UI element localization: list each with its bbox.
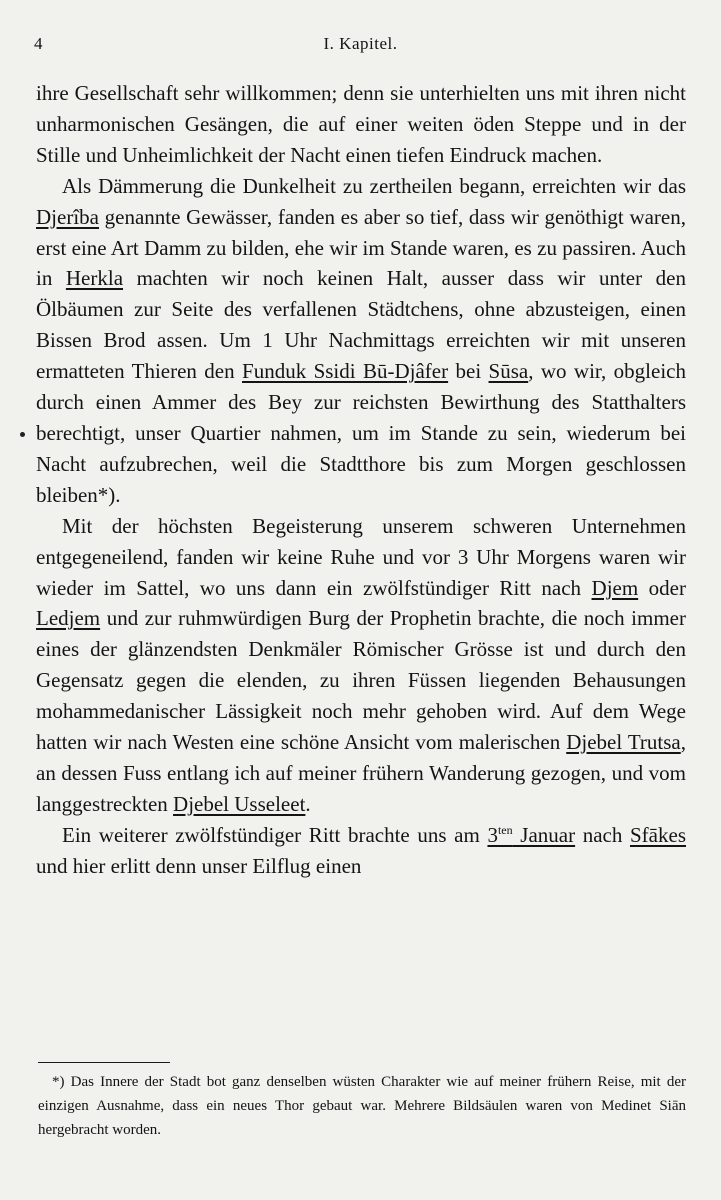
date-month: Januar bbox=[512, 822, 576, 847]
footnote-divider bbox=[38, 1062, 170, 1063]
text-run: , wo wir, obgleich durch einen Ammer des Bey zur reichsten Bewirthung des Statthalters berechtigt, unser Quartier nahmen, um im Stande zu sein, wiederum bei Nacht aufzubrechen, weil die Stadtthore bis zum Morgen geschlossen bleiben*). bbox=[36, 359, 686, 507]
place-djebel-usseleet: Djebel Usseleet bbox=[173, 791, 306, 816]
page-header bbox=[34, 34, 687, 60]
place-djem: Djem bbox=[591, 575, 639, 600]
text-run: oder bbox=[638, 575, 686, 600]
text-run: nach bbox=[575, 822, 630, 847]
text-run: und zur ruhmwürdigen Burg der Prophetin brachte, die noch immer eines der glänzendsten Denkmäler Römischer Grösse ist und durch den Gegensatz gegen die elenden, zu ihren Füssen liegenden Behausungen mohammedanischer Lässigkeit noch mehr gehoben wird. Auf dem Wege hatten wir nach Westen eine schöne Ansicht vom malerischen bbox=[36, 606, 686, 755]
main-text bbox=[36, 78, 686, 882]
place-susa: Sūsa bbox=[488, 359, 529, 384]
place-djebel-trutsa: Djebel Trutsa bbox=[566, 730, 681, 755]
margin-dot-mark bbox=[20, 432, 25, 437]
text-run: Mit der höchsten Begeisterung unserem schweren Unternehmen entgegeneilend, fanden wir keine Ruhe und vor 3 Uhr Morgens waren wir wieder im Sattel, wo uns dann ein zwölfstündiger Ritt nach bbox=[36, 513, 686, 600]
text-run: . bbox=[305, 791, 311, 816]
text-run: genannte Gewässer, fanden es aber so tief, dass wir genöthigt waren, erst eine Art Damm zu bilden, ehe wir im Stande waren, es zu passiren. Auch in bbox=[36, 204, 686, 291]
date-day-number: 3 bbox=[487, 822, 498, 847]
footnote-marker: *) bbox=[52, 1074, 65, 1090]
place-ledjem: Ledjem bbox=[36, 606, 101, 631]
paragraph-1-text: ihre Gesellschaft sehr willkommen; denn sie unterhielten uns mit ihren nicht unharmonischen Gesängen, die auf einer weiten öden Steppe und in der Stille und Unheimlichkeit der Nacht einen tiefen Eindruck machen. bbox=[36, 81, 686, 167]
footnote-text: Das Innere der Stadt bot ganz denselben wüsten Charakter wie auf meiner frühern Reise, mit der einzigen Ausnahme, dass ein neues Thor gebaut war. Mehrere Bildsäulen waren von Medinet Siān hergebracht worden. bbox=[38, 1074, 686, 1138]
text-run: machten wir noch keinen Halt, ausser dass wir unter den Ölbäumen zur Seite des verfallenen Städtchens, ohne abzusteigen, einen Bissen Brod assen. Um 1 Uhr Nachmittags erreichten wir mit unseren ermatteten Thieren den bbox=[36, 266, 686, 384]
place-funduk: Funduk Ssidi Bū-Djâfer bbox=[242, 359, 449, 384]
paragraph-3 bbox=[36, 511, 686, 820]
place-herkla: Herkla bbox=[65, 266, 124, 291]
text-run: Als Dämmerung die Dunkelheit zu zertheilen begann, erreichten wir das bbox=[62, 173, 686, 198]
text-run: Ein weiterer zwölfstündiger Ritt brachte uns am bbox=[62, 822, 488, 847]
date-day-suffix: ten bbox=[497, 822, 513, 837]
paragraph-4 bbox=[36, 820, 686, 882]
paragraph-1 bbox=[36, 78, 686, 171]
text-run: , an dessen Fuss entlang ich auf meiner frühern Wanderung gezogen, und vom langgestreckten bbox=[36, 730, 686, 816]
text-run: bei bbox=[448, 359, 489, 384]
footnote bbox=[38, 1070, 686, 1142]
paragraph-2 bbox=[36, 171, 686, 511]
page-number: 4 bbox=[34, 34, 43, 53]
text-run: und hier erlitt denn unser Eilflug einen bbox=[36, 853, 362, 878]
date-day bbox=[487, 823, 575, 847]
place-sfakes: Sfākes bbox=[630, 822, 686, 847]
place-djeriba: Djerîba bbox=[36, 204, 99, 229]
running-head: I. Kapitel. bbox=[323, 34, 398, 53]
